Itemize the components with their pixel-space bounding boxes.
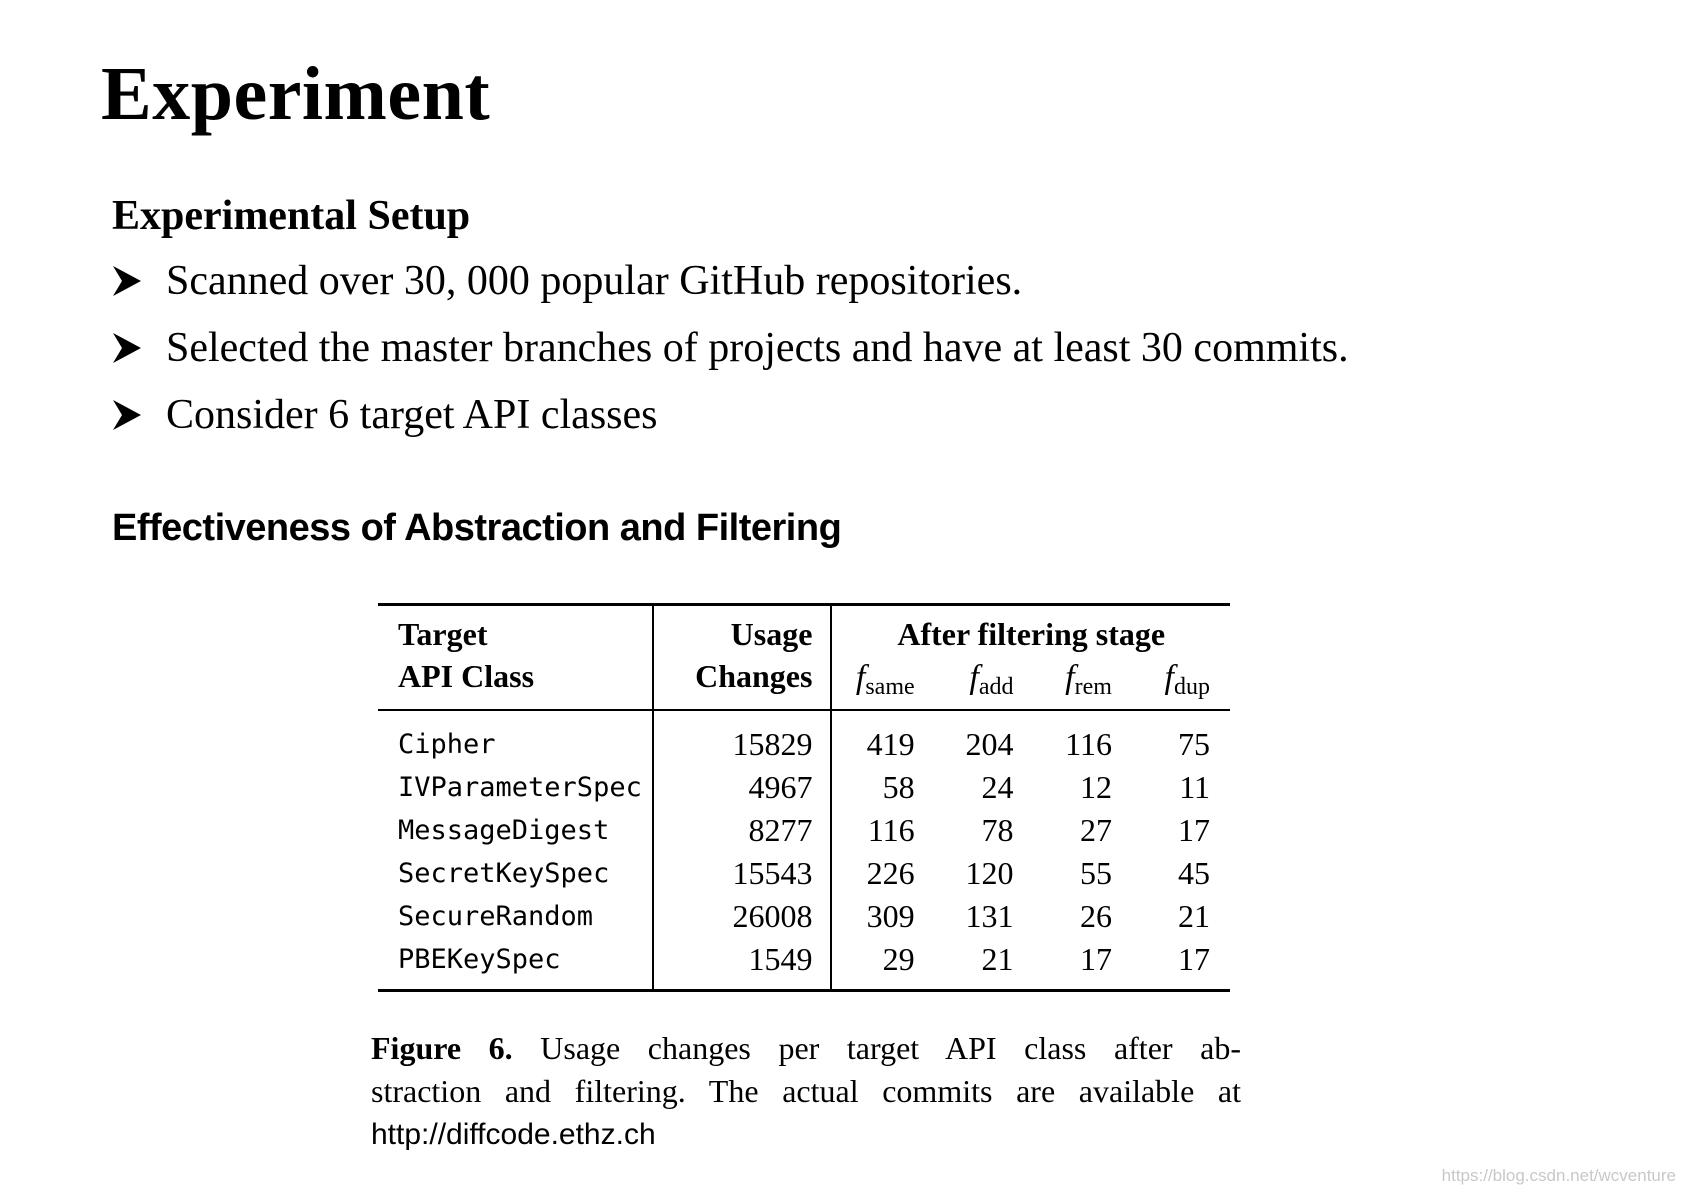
header-f-rem: $f_{rem}$ [1033,656,1131,710]
cell-f-same: 116 [867,811,915,848]
arrowhead-bullet-icon [112,332,142,364]
figure-caption [371,1027,1241,1156]
cell-f-add: 204 [965,725,1014,762]
results-table [378,603,1230,992]
cell-f-rem: 12 [1079,768,1112,805]
caption-label: Figure 6. [371,1030,513,1066]
cell-usage-changes: 1549 [653,938,832,991]
setup-bullet-text: Selected the master branches of projects and have at least 30 commits. [166,325,1349,371]
cell-f-add: 120 [965,854,1014,891]
cell-f-rem: 17 [1079,940,1112,977]
cell-usage-changes: 26008 [653,895,832,938]
cell-f-rem: 27 [1079,811,1112,848]
cell-f-dup: 45 [1178,854,1210,891]
cell-f-add: 131 [965,897,1014,934]
caption-line-2: straction and filtering. The actual commits are available at [371,1073,1241,1109]
caption-url-link[interactable]: http://diffcode.ethz.ch [371,1118,656,1151]
cell-usage-changes: 8277 [653,809,832,852]
cell-f-rem: 55 [1079,854,1112,891]
cell-f-add: 78 [981,811,1014,848]
arrowhead-bullet-icon [112,265,142,297]
header-usage-line1: Usage [730,616,813,652]
cell-f-rem: 26 [1079,897,1112,934]
cell-f-same: 226 [866,854,915,891]
caption-line1-text: Usage changes per target API class after ab- [540,1030,1242,1066]
header-target-line1: Target [398,616,488,652]
cell-f-same: 58 [882,768,915,805]
arrowhead-bullet-icon [112,399,142,431]
caption-line-1 [371,1027,1241,1070]
header-f-add: $f_{add}$ [935,656,1034,710]
cell-f-same: 309 [866,897,915,934]
header-target-api-class [378,605,653,710]
table-row [378,895,1230,938]
cell-usage-changes: 15543 [653,852,832,895]
cell-api-class: Cipher [378,710,653,766]
cell-f-add: 24 [981,768,1014,805]
table-row [378,938,1230,991]
cell-api-class: SecureRandom [378,895,653,938]
page-title: Experiment [101,52,491,136]
cell-f-dup: 11 [1179,768,1210,805]
cell-usage-changes: 15829 [653,710,832,766]
cell-api-class: IVParameterSpec [378,766,653,809]
header-f-same: $f_{same}$ [831,656,934,710]
cell-f-same: 29 [882,940,915,977]
table-row [378,852,1230,895]
cell-usage-changes: 4967 [653,766,832,809]
header-usage-line2: Changes [695,657,813,694]
table-row [378,766,1230,809]
cell-f-dup: 17 [1178,811,1210,848]
setup-bullet-text: Scanned over 30, 000 popular GitHub repositories. [166,258,1023,304]
cell-f-dup: 17 [1178,940,1210,977]
cell-f-dup: 75 [1178,725,1210,762]
cell-api-class: SecretKeySpec [378,852,653,895]
table-row [378,809,1230,852]
cell-f-dup: 21 [1178,897,1210,934]
header-f-dup: $f_{dup}$ [1132,656,1230,710]
header-target-line2: API Class [398,657,535,694]
cell-f-rem: 116 [1065,725,1112,762]
cell-f-add: 21 [981,940,1014,977]
table-row [378,710,1230,766]
experimental-setup-heading: Experimental Setup [112,193,471,239]
setup-bullet-text: Consider 6 target API classes [166,392,658,438]
watermark: https://blog.csdn.net/wcventure [1441,1166,1676,1185]
cell-api-class: PBEKeySpec [378,938,653,991]
cell-api-class: MessageDigest [378,809,653,852]
results-table-container [378,603,1230,992]
header-usage-changes [653,605,832,710]
cell-f-same: 419 [866,725,915,762]
header-after-filtering-stage: After filtering stage [897,616,1166,652]
effectiveness-heading: Effectiveness of Abstraction and Filtering [112,507,842,549]
